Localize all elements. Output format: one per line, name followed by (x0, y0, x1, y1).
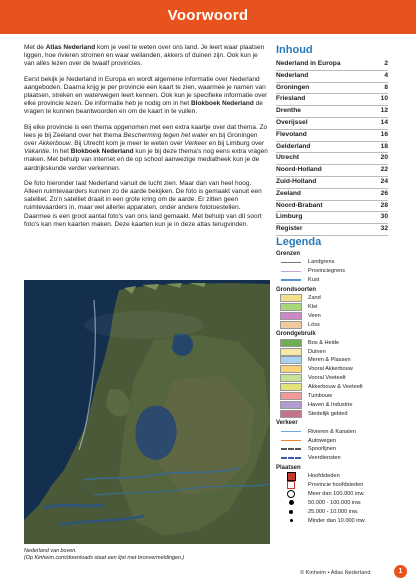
toc-item[interactable] (276, 224, 388, 236)
legend-item-label: Zand (308, 295, 321, 302)
toc-item[interactable] (276, 71, 388, 83)
legend-item-label: Duinen (308, 348, 326, 355)
toc-item-label: Register (276, 225, 303, 233)
legend-symbol-mark (280, 356, 302, 364)
legend-symbol-mark (289, 500, 294, 505)
toc-title: Inhoud (276, 44, 313, 56)
legend-symbol-mark (281, 440, 301, 442)
toc-item[interactable] (276, 142, 388, 154)
legend-symbol (280, 393, 302, 400)
legend-symbol (280, 499, 302, 506)
legend-symbol (280, 348, 302, 355)
legend-item-label: Veen (308, 312, 321, 319)
footer-credit: © Kinheim • Atlas Nederland (300, 570, 371, 576)
legend-symbol-mark (280, 312, 302, 320)
text-run: kun je bij deze thema's nog eens extra vragen maken. Met behulp van internet en de op school aanwezige mediatheek kun je de aardrijkskunde verder verkennen. (24, 148, 268, 172)
text-run: Eerst bekijk je Nederland in Europa en wordt algemene informatie over Nederland aangeboden. Daarna krijg je per provincie een kaart te zien, waarmee je namen van plaatsen, streken en waterwegen leert kennen. Ook kun je specifieke informatie over elke provincie lezen. De informatie heb je nodig om in het (24, 75, 268, 108)
legend-group-heading: Plaatsen (276, 464, 301, 471)
legend-item-label: Provincie hoofdsteden (308, 482, 364, 489)
legend-item (276, 383, 396, 392)
legend-group-heading: Grenzen (276, 251, 301, 257)
text-run-italic: Akkerbouw (38, 140, 71, 148)
legend-symbol-mark (280, 383, 302, 391)
legend-item-label: Vooral Akkerbouw (308, 366, 353, 373)
toc-item-label: Utrecht (276, 154, 300, 162)
legend-item (276, 311, 396, 320)
legend-symbol (280, 410, 302, 417)
toc-item-page: 20 (380, 154, 388, 162)
legend-item (276, 338, 396, 347)
toc-item-page: 2 (384, 60, 388, 67)
header-banner (0, 0, 416, 34)
toc-item-page: 12 (380, 107, 388, 115)
legend-item (276, 516, 396, 525)
legend-item (276, 490, 396, 499)
toc-item[interactable] (276, 177, 388, 189)
legend-symbol (280, 446, 302, 453)
legend-item-label: Landgrens (308, 259, 335, 266)
legend-item-label: Tuinbouw (308, 393, 333, 400)
toc-item-page: 18 (380, 142, 388, 150)
legend-symbol-mark (280, 321, 302, 329)
table-of-contents (276, 59, 388, 236)
legend-symbol-mark (281, 457, 301, 459)
text-run: Bij elke provincie is een thema opgenomen met een extra kaartje over dat thema. Zo lees je bij Zeeland over het thema (24, 123, 268, 139)
toc-item-page: 14 (380, 118, 388, 126)
legend-symbol-mark (280, 348, 302, 356)
text-run: . In het (49, 148, 71, 156)
legend-item-label: Haven & Industrie (308, 401, 353, 408)
legend-group-heading: Grondgebruik (276, 331, 316, 338)
legend-item (276, 374, 396, 383)
legend-symbol (280, 491, 302, 498)
legend-symbol-mark (280, 303, 302, 311)
legend-group-heading: Verkeer (276, 420, 298, 427)
text-run: Met de (24, 44, 46, 51)
legend-item-label: Autowegen (308, 437, 336, 444)
legend-symbol (280, 384, 302, 391)
legend-item (276, 498, 396, 507)
legend-item (276, 320, 396, 329)
legend-symbol (280, 366, 302, 373)
text-run: en bij Groningen over (24, 131, 258, 148)
toc-item-page: 22 (380, 166, 388, 174)
legend-item (276, 347, 396, 356)
legend-symbol-mark (287, 472, 296, 481)
toc-item-page: 10 (380, 95, 388, 103)
legend-item (276, 294, 396, 303)
legend-symbol-mark (280, 392, 302, 400)
legend-item (276, 436, 396, 445)
legend-symbol (280, 482, 302, 489)
toc-item-label: Limburg (276, 213, 303, 221)
text-run: kom je veel te weten over ons land. Je leert waar plaatsen liggen, hoe rivieren stromen en waar weilanden, akkers of duinen zijn. Ook kun je van alles lezen over de twaalf provincies. (24, 44, 265, 68)
legend-item (276, 276, 396, 285)
legend-symbol (280, 321, 302, 328)
legend-item-label: Minder dan 10.000 inw. (308, 517, 366, 524)
legend-symbol (280, 357, 302, 364)
legend-item (276, 267, 396, 276)
legend-item-label: Hoofdsteden (308, 473, 340, 480)
toc-item[interactable] (276, 94, 388, 106)
legend-symbol-mark (281, 279, 301, 281)
toc-item-page: 26 (380, 189, 388, 197)
toc-item-label: Zeeland (276, 189, 301, 197)
toc-item-label: Nederland (276, 71, 309, 79)
legend-symbol-mark (280, 374, 302, 382)
legend-symbol-mark (281, 431, 301, 433)
legend-item (276, 454, 396, 463)
legend-item-label: Meer dan 100.000 inw. (308, 491, 365, 498)
legend-symbol-mark (281, 448, 301, 450)
legend-item (276, 472, 396, 481)
text-run-bold: Blokboek Nederland (70, 148, 134, 156)
toc-item-label: Gelderland (276, 142, 311, 150)
intro-text (24, 44, 268, 236)
legend-symbol (280, 517, 302, 524)
legend-item (276, 400, 396, 409)
legend-item-label: Provinciegrens (308, 268, 345, 275)
toc-item[interactable] (276, 130, 388, 142)
legend-item (276, 365, 396, 374)
legend-symbol-mark (280, 339, 302, 347)
legend-symbol-mark (287, 490, 295, 498)
legend-item (276, 392, 396, 401)
legend-item-label: Meren & Plassen (308, 357, 351, 364)
legend-symbol (280, 295, 302, 302)
toc-item-label: Friesland (276, 95, 306, 103)
legend-symbol (280, 428, 302, 435)
legend-symbol (280, 304, 302, 311)
legend-symbol (280, 437, 302, 444)
map-legend (276, 249, 396, 525)
legend-item-label: Veerdiensten (308, 455, 341, 462)
legend-symbol-mark (280, 294, 302, 302)
legend-item (276, 409, 396, 418)
legend-symbol-mark (280, 410, 302, 418)
toc-item-label: Zuid-Holland (276, 177, 317, 185)
legend-symbol (280, 455, 302, 462)
toc-item-page: 32 (380, 225, 388, 233)
toc-item[interactable] (276, 106, 388, 118)
satellite-image (24, 280, 270, 544)
text-run-italic: Verkeer (184, 140, 207, 148)
toc-item-label: Groningen (276, 83, 310, 91)
toc-item-page: 4 (384, 71, 388, 79)
legend-symbol (280, 339, 302, 346)
legend-item (276, 356, 396, 365)
legend-symbol-mark (281, 262, 301, 264)
page-number-badge: 1 (394, 565, 407, 578)
toc-item-label: Noord-Holland (276, 166, 322, 174)
toc-item-page: 8 (384, 83, 388, 91)
text-run: de vragen te kunnen beantwoorden en om de kaart in te vullen. (24, 100, 263, 116)
toc-item-page: 16 (380, 130, 388, 138)
toc-item[interactable] (276, 59, 388, 71)
toc-item-label: Noord-Brabant (276, 201, 323, 209)
intro-paragraph-4: De foto hieronder laat Nederland vanuit de lucht zien. Maar dan van heel hoog. Alleen ruimtevaarders kunnen zo de aarde bekijken. De foto is gemaakt vanuit een satelliet. Zo'n satelliet draait in een grote kring om de aarde. Er zitten geen ruimtevaarders in, maar wel allerlei apparaten, onder andere fototoestellen. Daarmee is een groot aantal foto's van ons land gemaakt. Met behulp van dit soort foto's kan men kaarten maken. Deze kaarten kun je in deze atlas terugvinden. (24, 179, 262, 228)
legend-item-label: 50.000 - 100.000 inw. (308, 499, 362, 506)
satellite-photo (24, 280, 270, 544)
text-run-bold: Atlas Nederland (45, 44, 96, 51)
legend-symbol-mark (280, 365, 302, 373)
legend-symbol (280, 375, 302, 382)
legend-item-label: Akkerbouw & Veeteelt (308, 384, 363, 391)
legend-symbol (280, 259, 302, 266)
toc-item-label: Overijssel (276, 118, 308, 126)
legend-item-label: Klei (308, 304, 318, 310)
caption-line: (Op Kinheim.com/downloads staat een lijst met bronvermeldingen.) (24, 554, 185, 561)
legend-item-label: Stedelijk gebied (308, 410, 348, 417)
toc-item-page: 24 (380, 177, 388, 185)
intro-paragraph-1 (24, 44, 268, 69)
caption-line: Nederland van boven. (24, 548, 77, 554)
legend-item-label: 25.000 - 10.000 inw. (308, 508, 359, 515)
legend-item (276, 507, 396, 516)
legend-symbol (280, 401, 302, 408)
legend-item (276, 445, 396, 454)
toc-item[interactable] (276, 189, 388, 201)
legend-symbol-mark (287, 481, 295, 489)
legend-symbol (280, 277, 302, 284)
legend-item-label: Vooral Veeteelt (308, 375, 346, 382)
legend-item-label: Löss (308, 321, 320, 328)
legend-item-label: Bos & Heide (308, 339, 340, 346)
legend-symbol (280, 508, 302, 515)
toc-item[interactable] (276, 118, 388, 130)
page-title: Voorwoord (167, 7, 249, 24)
legend-group-heading: Grondsoorten (276, 286, 316, 293)
legend-symbol-mark (280, 401, 302, 409)
text-run: . Bij Utrecht kom je meer te weten over (70, 140, 185, 148)
toc-item-label: Flevoland (276, 130, 307, 138)
legend-symbol-mark (290, 519, 293, 522)
text-run-italic: Vakantie (24, 148, 50, 156)
toc-item-page: 28 (380, 201, 388, 209)
intro-paragraph-2 (24, 76, 268, 117)
legend-item (276, 303, 396, 312)
text-run: en bij Limburg over (206, 140, 265, 148)
legend-symbol (280, 312, 302, 319)
intro-paragraph-3 (24, 124, 268, 173)
legend-symbol (280, 473, 302, 480)
legend-item-label: Rivieren & Kanalen (308, 428, 356, 435)
legend-symbol-mark (281, 271, 301, 273)
toc-item-label: Nederland in Europa (276, 60, 341, 67)
legend-title: Legenda (276, 236, 322, 248)
toc-item-page: 30 (380, 213, 388, 221)
text-run-bold: Blokboek Nederland (190, 100, 254, 108)
toc-item[interactable] (276, 153, 388, 165)
legend-symbol (280, 268, 302, 275)
legend-symbol-mark (289, 510, 293, 514)
toc-item[interactable] (276, 212, 388, 224)
legend-item (276, 427, 396, 436)
photo-caption (24, 548, 274, 561)
legend-item (276, 481, 396, 490)
text-run-italic: Bescherming tegen het water (123, 131, 208, 139)
toc-item-label: Drenthe (276, 107, 301, 115)
legend-item-label: Kust (308, 277, 320, 284)
toc-item[interactable] (276, 201, 388, 213)
toc-item[interactable] (276, 165, 388, 177)
toc-item[interactable] (276, 83, 388, 95)
legend-item-label: Spoorlijnen (308, 446, 336, 453)
legend-item (276, 258, 396, 267)
